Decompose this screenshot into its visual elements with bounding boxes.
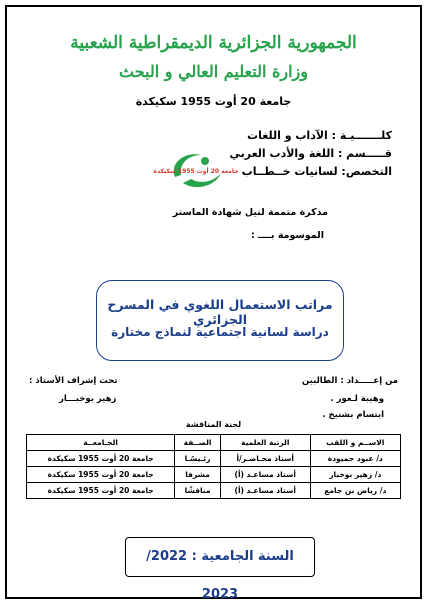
university-name: جامعة 20 أوت 1955 سكيكدة — [135, 95, 292, 108]
table-cell: رئـيسًـا — [175, 451, 221, 467]
table-cell: د/ عبود حميودة — [310, 451, 400, 467]
thesis-title-line2: دراسة لسانية اجتماعية لنماذج مختارة — [111, 325, 329, 339]
specialty-line: التخصص: لسانيات خــطــاب — [241, 165, 392, 178]
thesis-cover-page — [5, 5, 422, 602]
republic-heading: الجمهورية الجزائرية الديمقراطية الشعبية — [70, 33, 357, 53]
table-row — [27, 451, 401, 467]
logo-text: جامعة 20 أوت 1955 سكيكدة — [153, 168, 239, 175]
table-header-row — [27, 435, 401, 451]
table-cell: أستاذ محـاضـر/أ — [220, 451, 310, 467]
student-name: وهيبة لـعور . — [330, 394, 384, 404]
students-label: من إعـــــداد : الطالبين — [302, 376, 398, 386]
table-cell: د/ زهير بوخبار — [310, 467, 400, 483]
committee-title: لجنة المناقشة — [185, 420, 242, 429]
column-header: الصــفة — [175, 435, 221, 451]
table-cell: مناقشًا — [175, 483, 221, 499]
thesis-type: مذكرة متممة لنيل شهادة الماستر — [172, 207, 328, 218]
thesis-title-box — [96, 280, 344, 361]
column-header: الاســم و اللقب — [310, 435, 400, 451]
academic-year: السنة الجامعية : 2022/ 2023 — [125, 537, 315, 577]
committee-table — [26, 434, 401, 499]
student-name: ابتسام بشنيخ . — [322, 410, 384, 420]
table-cell: أستاذ مساعـد (أ) — [220, 483, 310, 499]
column-header: الجـامعــة — [27, 435, 175, 451]
table-cell: مشرفا — [175, 467, 221, 483]
table-cell: جامعة 20 أوت 1955 سكيكدة — [27, 483, 175, 499]
supervisor-label: تحت إشراف الأستاذ : — [29, 376, 118, 386]
table-cell: جامعة 20 أوت 1955 سكيكدة — [27, 451, 175, 467]
table-cell: جامعة 20 أوت 1955 سكيكدة — [27, 467, 175, 483]
thesis-title-line1: مراتب الاستعمال اللغوي في المسرح الجزائري — [107, 297, 333, 327]
supervisor-name: زهير بوخبـــار — [59, 394, 117, 404]
ministry-heading: وزارة التعليم العالي و البحث — [119, 62, 308, 81]
table-row — [27, 483, 401, 499]
table-row — [27, 467, 401, 483]
table-cell: د/ رياض بن جامع — [310, 483, 400, 499]
named-label: الموسومة بــــ : — [250, 230, 324, 241]
table-cell: أستاذ مساعـد (أ) — [220, 467, 310, 483]
university-logo-icon — [153, 147, 239, 195]
faculty-line: كلـــــــيـة : الآداب و اللغات — [247, 129, 392, 142]
department-line: قـــــسم : اللغة والأدب العربي — [229, 147, 392, 160]
column-header: الرتبة العلمية — [220, 435, 310, 451]
